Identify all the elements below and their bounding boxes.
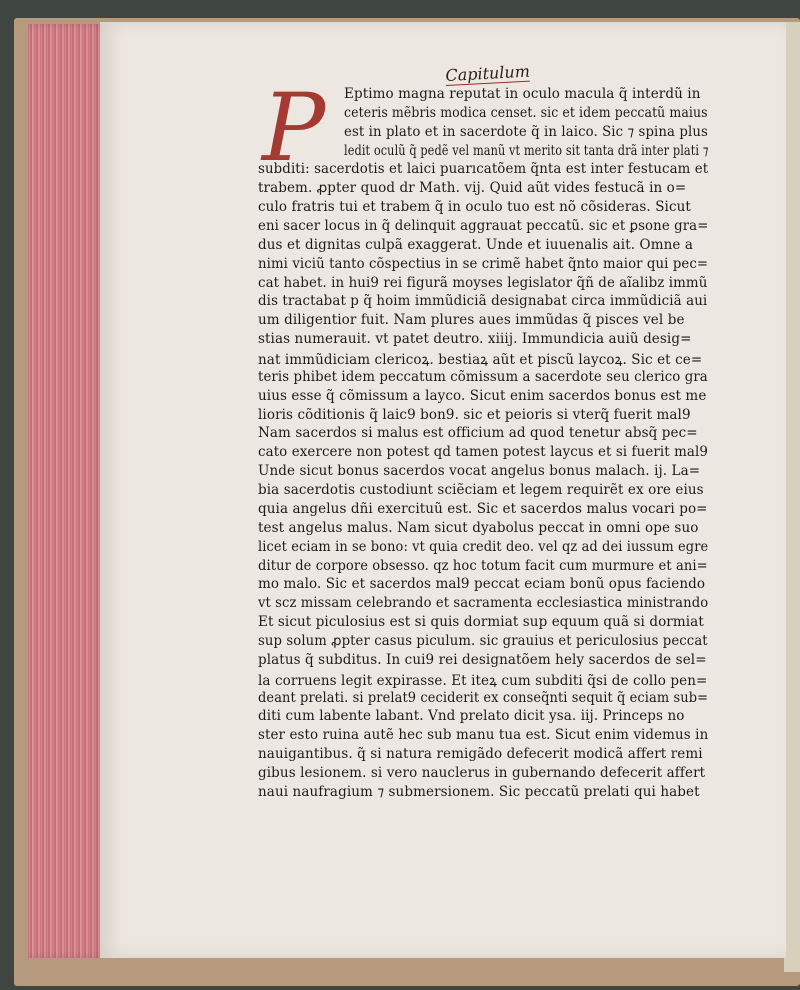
text-line: la corruens legit expirasse. Et iteꝝ cum subditi q̃si de collo pen= [258, 672, 708, 689]
text-line: um diligentior fuit. Nam plures aues immũdas q̃ pisces vel be [258, 312, 685, 329]
text-line: eni sacer locus in q̃ delinquit aggrauat peccatũ. sic et ꝑsone gra= [258, 218, 709, 235]
text-line: dis tractabat p q̃ hoim immũdiciã designabat circa immũdiciã aui [258, 293, 708, 310]
text-line: trabem. ꝓpter quod dr Math. vij. Quid aũt vides festucã in o= [258, 180, 687, 197]
text-line: est in plato et in sacerdote q̃ in laico. Sic ⁊ spina plus [344, 123, 708, 140]
text-line: lioris cõditionis q̃ laic9 bon9. sic et peioris si vterq̃ fuerit mal9 [258, 406, 691, 423]
text-line: Unde sicut bonus sacerdos vocat angelus bonus malach. ij. La= [258, 463, 701, 480]
text-line: ledit oculũ q̃ pedẽ vel manũ vt merito sit tanta drã inter plati ⁊ [344, 142, 709, 159]
text-line: nauigantibus. q̃ si natura remigãdo defecerit modicã affert remi [258, 746, 703, 763]
text-line: licet eciam in se bono: vt quia credit deo. vel qz ad dei iussum egre [258, 538, 709, 555]
illuminated-initial: P [262, 74, 326, 183]
text-line: nimi viciũ tanto cõspectius in se crimẽ habet q̃nto maior qui pec= [258, 255, 709, 272]
text-line: teris phibet idem peccatum cõmissum a sacerdote seu clerico gra [258, 368, 708, 385]
text-line: deant prelati. si prelat9 ceciderit ex conseq̃nti sequit q̃ eciam sub= [258, 689, 709, 706]
text-line: Eptimo magna reputat in oculo macula q̃ interdũ in [344, 86, 701, 102]
chapter-heading: Capitulum [444, 61, 531, 86]
text-line: gibus lesionem. si vero nauclerus in gubernando defecerit affert [258, 764, 706, 781]
facing-page-edge [784, 22, 800, 972]
text-line: sup solum ꝓpter casus piculum. sic grauius et periculosius peccat [258, 632, 708, 649]
text-line: mo malo. Sic et sacerdos mal9 peccat eciam bonũ opus faciendo [258, 576, 706, 593]
text-line: ditur de corpore obsesso. qz hoc totum facit cum murmure et ani= [258, 557, 708, 574]
text-line: cato exercere non potest qd tamen potest laycus et si fuerit mal9 [258, 444, 709, 461]
text-line: test angelus malus. Nam sicut dyabolus peccat in omni ope suo [258, 519, 699, 536]
text-line: naui naufragium ⁊ submersionem. Sic peccatũ prelati qui habet [258, 783, 700, 800]
text-line: quia angelus dñi exercituũ est. Sic et sacerdos malus vocari po= [258, 500, 708, 517]
text-line: vt scz missam celebrando et sacramenta ecclesiastica ministrando [258, 595, 709, 612]
text-line: stias numerauit. vt patet deutro. xiiij. Immundicia auiũ desig= [258, 331, 692, 348]
text-line: ster esto ruina autẽ hec sub manu tua est. Sicut enim videmus in [258, 727, 709, 744]
text-line: bia sacerdotis custodiunt sciẽciam et legem requirẽt ex ore eius [258, 482, 704, 499]
text-line: dus et dignitas culpã exaggerat. Unde et iuuenalis ait. Omne a [258, 236, 694, 253]
text-line: platus q̃ subditus. In cui9 rei designatõem hely sacerdos de sel= [258, 651, 707, 668]
text-line: ceteris mẽbris modica censet. sic et idem peccatũ maius [344, 104, 708, 121]
text-line: uius esse q̃ cõmissum a layco. Sicut enim sacerdos bonus est me [258, 387, 707, 404]
text-line: subditi: sacerdotis et laici puarıcatõem q̃nta est inter festucam et [258, 161, 709, 178]
text-line: culo fratris tui et trabem q̃ in oculo tuo est nõ cõsideras. Sicut [258, 199, 691, 216]
page-edges-red [28, 24, 106, 958]
text-line: nat immũdiciam clericoꝝ. bestiaꝝ aũt et piscũ laycoꝝ. Sic et ce= [258, 352, 703, 369]
text-line: Nam sacerdos si malus est officium ad quod tenetur absq̃ pec= [258, 425, 698, 442]
text-line: Et sicut piculosius est si quis dormiat sup equum quã si dormiat [258, 614, 704, 631]
text-line: diti cum labente labant. Vnd prelato dicit ysa. iij. Princeps no [258, 708, 685, 725]
text-line: cat habet. in hui9 rei figurã moyses legislator q̃ñ de aĩalibz immũ [258, 274, 708, 291]
